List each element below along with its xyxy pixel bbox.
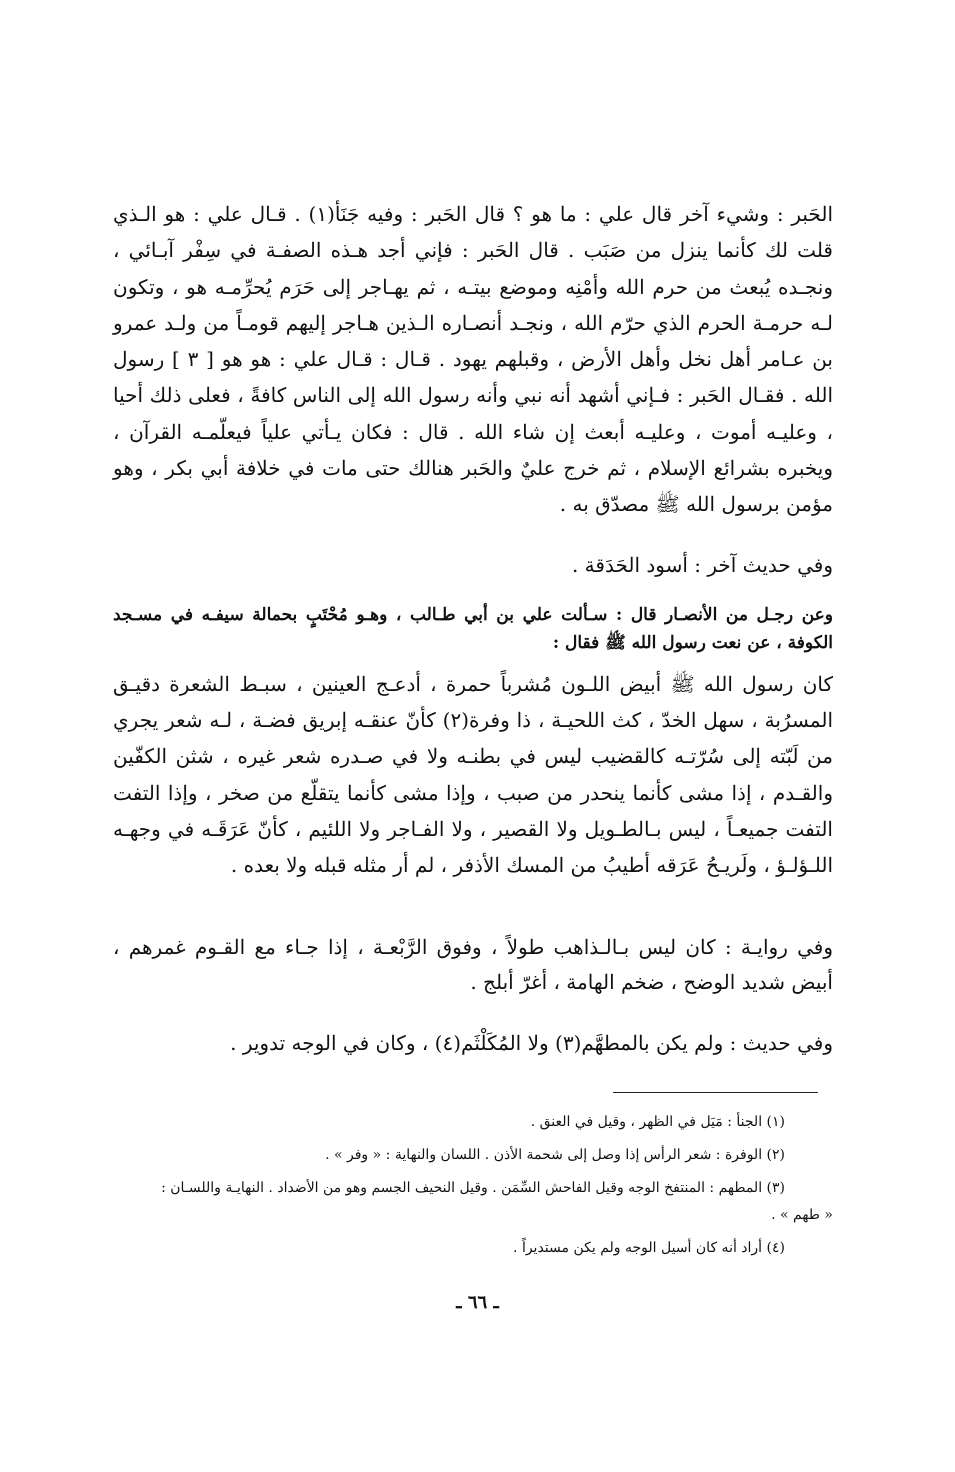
- description-paragraph: كان رسول الله ﷺ أبيض اللـون مُشرباً حمرة ، أدعـج العينين ، سبـط الشعرة دقيـق المسرُبة ، سهل الخدّ ، كث اللحيـة ، ذا وفرة(٢) كأنّ عنقـه إبريق فضـة ، لـه شعر يجري من لَبّته إلى سُرّتـه كالقضيب ليس في بطنـه ولا في صـدره شعر غيره ، شثن الكفّين والقـدم ، إذا مشى كأنما ينحدر من صبب ، وإذا مشى كأنما يتقلّع من صخر ، وإذا التفت التفت جميعـاً ، ليس بـالطـويل ولا القصير ، ولا الفـاجر ولا اللئيم ، كأنّ عَرَقَـه في وجهـه اللـؤلـؤ ، ولَريـحُ عَرَقه أطيبُ من المسك الأذفر ، لم أر مثله قبله ولا بعده .: [113, 672, 834, 878]
- riwaya-paragraph: وفي روايـة : كان ليس بـالـذاهب طولاً ، وفوق الرَّبْعـة ، إذا جـاء مع القـوم غمرهم ، أبيض شديد الوضح ، ضخم الهامة ، أغرّ أبلج .: [113, 935, 833, 994]
- footnote-2: (٢) الوفرة : شعر الرأس إذا وصل إلى شحمة الأذن . اللسان والنهاية : « وفر » .: [325, 1147, 785, 1163]
- narrator-paragraph: وعن رجـل من الأنصـار قال : سـألت علي بن أبي طـالب ، وهـو مُحْتَبٍ بحمالة سيفـه في مسـجد الكوفة ، عن نعت رسول الله ﷺ فقال :: [113, 605, 833, 653]
- footnote-divider: [613, 1092, 818, 1093]
- footnote-1: (١) الجنأ : مَيَل في الظهر ، وقيل في العنق .: [530, 1114, 785, 1130]
- page-number: ـ ٦٦ ـ: [456, 1292, 499, 1313]
- footnote-3-continuation: « طهم » .: [771, 1207, 833, 1223]
- hadith-eyes-paragraph: وفي حديث آخر : أسود الحَدَقة .: [571, 553, 833, 577]
- hadith-face-paragraph: وفي حديث : ولم يكن بالمطهَّم(٣) ولا المُكَلْثَم(٤) ، وكان في الوجه تدوير .: [230, 1031, 833, 1055]
- main-paragraph: الحَبر : وشيء آخر قال علي : ما هو ؟ قال الحَبر : وفيه جَنَأ(١) . قـال علي : هو الـذي قلت لك كأنما ينزل من صَبَب . قال الحَبر : فإني أجد هـذه الصفـة في سِفْر آبـائي ، ونجـده يُبعث من حرم الله وأمْنِه وموضع بيتـه ، ثم يهـاجر إلى حَرَم يُحرِّمـه هو ، وتكون لـه حرمـة الحرم الذي حرّم الله ، ونجـد أنصـاره الـذين هـاجر إليهم قومـاً من ولـد عمرو بن عـامر أهل نخل وأهل الأرض ، وقبلهم يهود . قـال : قـال علي : هو هو [ ٣ ] رسول الله . فقـال الحَبر : فـإني أشهد أنه نبي وأنه رسول الله إلى الناس كافةً ، فعلى ذلك أحيا ، وعليـه أموت ، وعليـه أبعث إن شاء الله . قال : فكان يـأتي علياً فيعلّمـه القرآن ، ويخبره بشرائع الإسلام ، ثم خرج عليٌ والحَبر هنالك حتى مات في خلافة أبي بكر ، وهو مؤمن برسول الله ﷺ مصدّق به .: [113, 202, 833, 517]
- footnote-3: (٣) المطهم : المنتفخ الوجه وقيل الفاحش السِّمَن . وقيل النحيف الجسم وهو من الأضداد . النهايـة واللسـان :: [161, 1180, 785, 1196]
- footnotes: [113, 1110, 833, 1269]
- footnote-4: (٤) أراد أنه كان أسيل الوجه ولم يكن مستديراً .: [513, 1240, 785, 1256]
